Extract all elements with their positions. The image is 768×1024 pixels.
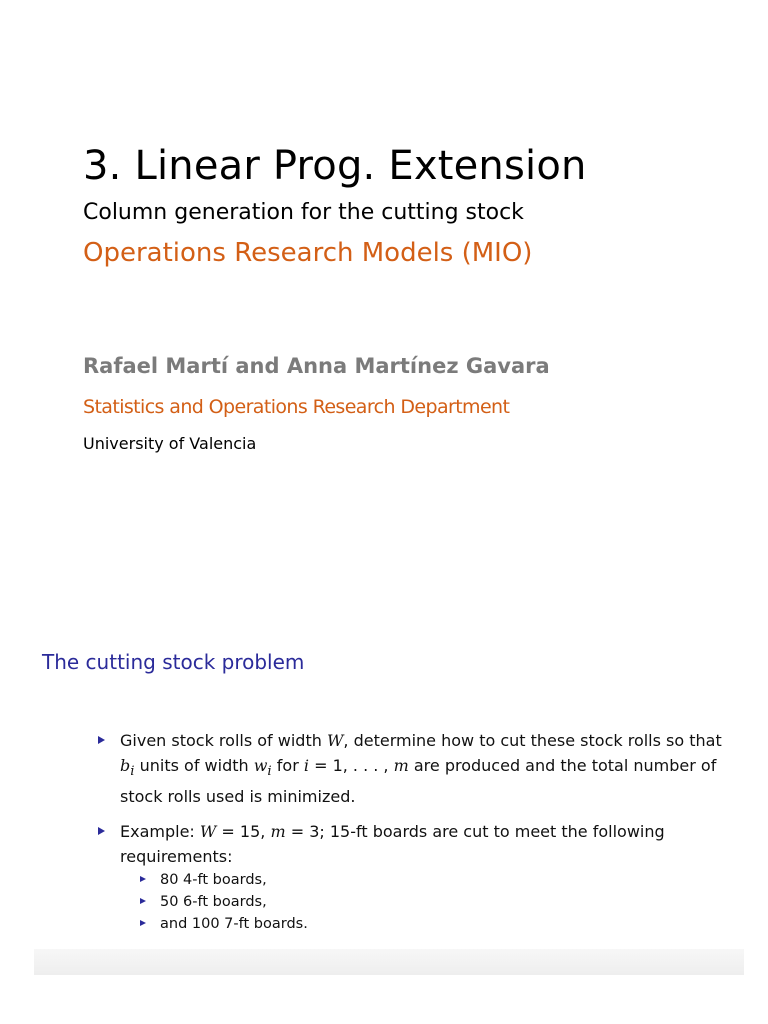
course-name: Operations Research Models (MIO) [83, 238, 533, 268]
bullet-text: Example: W = 15, m = 3; 15-ft boards are cut to meet the following requirements: [120, 822, 665, 867]
triangle-bullet-icon [140, 920, 146, 926]
presentation-subtitle: Column generation for the cutting stock [83, 200, 524, 225]
bullet-text: Given stock rolls of width W, determine how to cut these stock rolls so that $b_i$ units of width $w_i$ for i = 1, . . . , m are produced and the total number of stock rolls used is minimized. [120, 731, 722, 807]
requirement-item: 50 6-ft boards, [140, 891, 728, 913]
triangle-bullet-icon [98, 736, 105, 744]
triangle-bullet-icon [140, 876, 146, 882]
requirement-item: and 100 7-ft boards. [140, 913, 728, 935]
authors: Rafael Martí and Anna Martínez Gavara [83, 354, 550, 378]
bullet-problem-definition [98, 728, 728, 809]
university: University of Valencia [83, 434, 257, 453]
triangle-bullet-icon [140, 898, 146, 904]
cutting-stock-slide [34, 642, 744, 975]
bullet-example [98, 819, 728, 935]
bullet-list [98, 728, 728, 945]
slide-footer-bar [34, 949, 744, 975]
department: Statistics and Operations Research Department [83, 396, 510, 418]
presentation-title: 3. Linear Prog. Extension [83, 143, 587, 189]
requirements-list [120, 869, 728, 935]
triangle-bullet-icon [98, 827, 105, 835]
frame-title: The cutting stock problem [42, 650, 305, 674]
requirement-item: 80 4-ft boards, [140, 869, 728, 891]
